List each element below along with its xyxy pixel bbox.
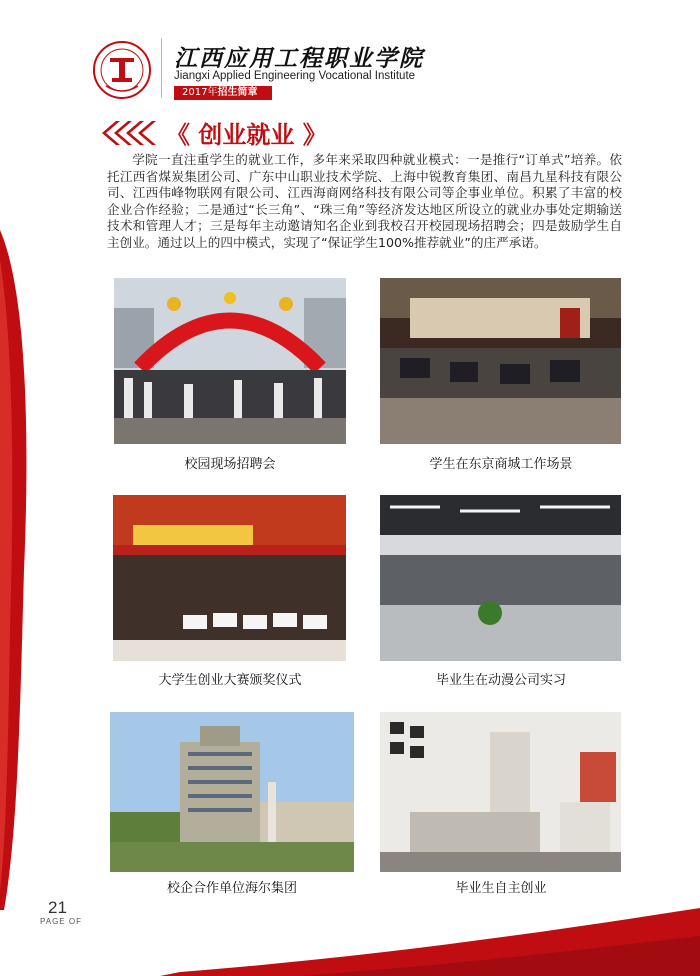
- title-arrows-icon: [102, 121, 162, 145]
- enrollment-badge: [174, 86, 272, 100]
- caption-campus-job-fair: 校园现场招聘会: [184, 457, 276, 472]
- school-name-cn: 江西应用工程职业学院: [174, 45, 424, 72]
- badge-label: 招生简章: [217, 87, 258, 98]
- photo-self-employment: [380, 712, 621, 872]
- caption-office-workspace: 学生在东京商城工作场景: [429, 457, 573, 472]
- page-of-label: PAGE OF: [40, 917, 82, 926]
- caption-animation-company: 毕业生在动漫公司实习: [435, 673, 566, 688]
- body-paragraph: 学院一直注重学生的就业工作，多年来采取四种就业模式：一是推行“订单式”培养。依托江西省煤炭集团公司、广东中山职业技术学院、上海中锐教育集团、南昌九星科技有限公司、江西伟峰物联网有限公司、江西海商网络科技有限公司等企事业单位。积累了丰富的校企业合作经验；二是通过“长三角”、“珠三角”等经济发达地区所设立的就业办事处定期输送技术和管理人才；三是每年主动邀请知名企业到我校召开校园现场招聘会；四是鼓励学生自主创业。通过以上的四中模式，实现了“保证学生100%推荐就业”的庄严承诺。: [107, 152, 622, 250]
- photo-award-ceremony: [113, 495, 346, 661]
- section-title: 《 创业就业 》: [166, 121, 327, 149]
- left-red-ribbon: [0, 230, 30, 910]
- school-name-en: Jiangxi Applied Engineering Vocational Institute: [174, 70, 416, 82]
- header-divider: [161, 38, 162, 98]
- footer-red-wave: [0, 900, 700, 976]
- caption-haier-group: 校企合作单位海尔集团: [166, 881, 297, 896]
- photo-animation-company: [380, 495, 621, 661]
- photo-campus-job-fair: [114, 278, 346, 444]
- page-number: 21: [48, 898, 67, 917]
- photo-haier-group: [110, 712, 354, 872]
- school-logo: [92, 40, 152, 100]
- badge-year: 2017年: [182, 87, 218, 98]
- photo-office-workspace: [380, 278, 621, 444]
- caption-self-employment: 毕业生自主创业: [455, 881, 547, 896]
- caption-award-ceremony: 大学生创业大赛颁奖仪式: [158, 673, 302, 688]
